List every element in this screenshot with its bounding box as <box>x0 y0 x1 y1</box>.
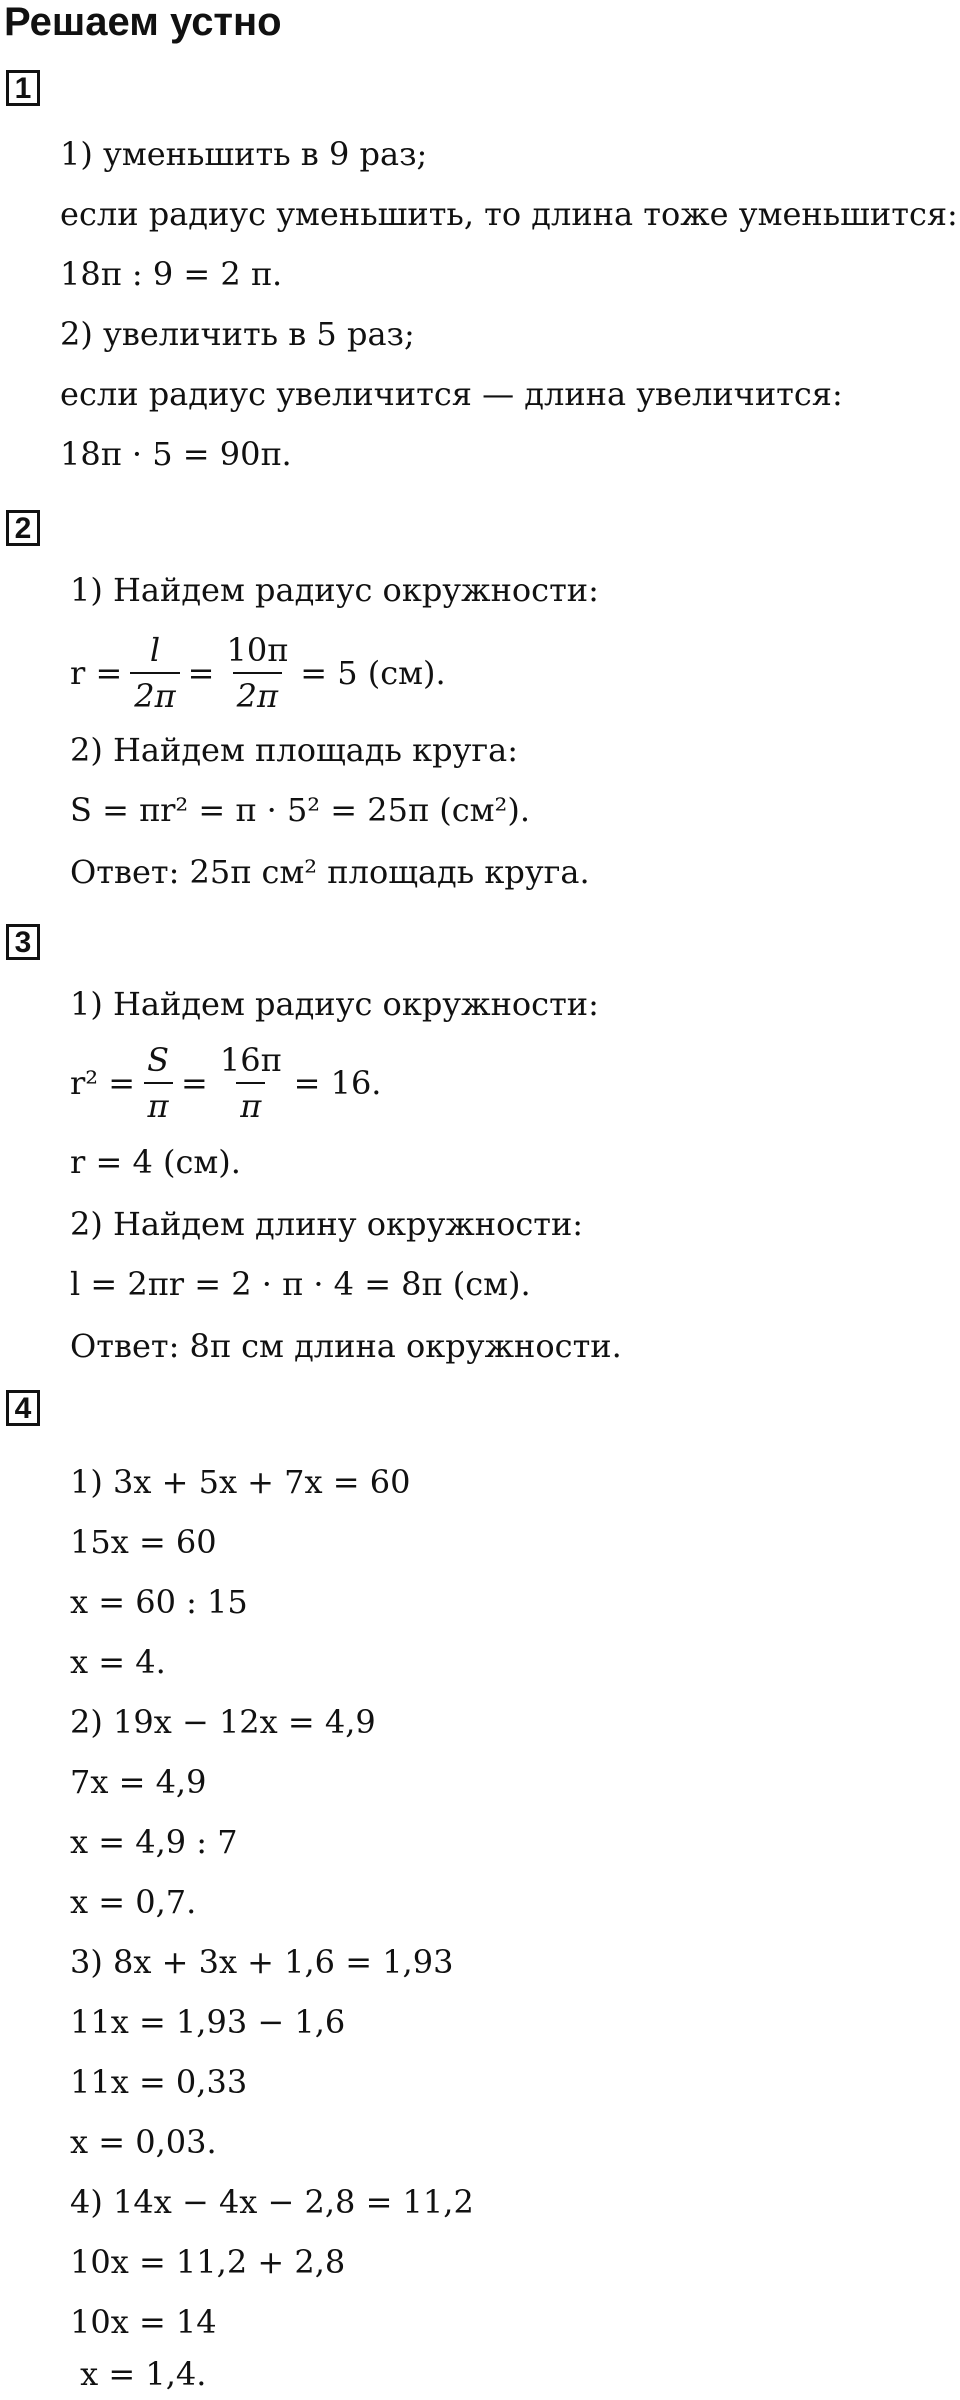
task4-line: x = 60 : 15 <box>70 1583 248 1621</box>
task3-answer: Ответ: 8π см длина окружности. <box>70 1327 622 1365</box>
fraction-denominator: 2π <box>130 672 179 716</box>
task4-line: 7x = 4,9 <box>70 1763 207 1801</box>
task4-line: x = 4. <box>70 1643 166 1681</box>
task1-line: 2) увеличить в 5 раз; <box>60 315 415 353</box>
fraction-numerator: S <box>147 1041 170 1079</box>
formula-lhs: r = <box>70 654 123 692</box>
page-title: Решаем устно <box>4 0 282 44</box>
task4-line: 15x = 60 <box>70 1523 217 1561</box>
task2-answer: Ответ: 25π см² площадь круга. <box>70 853 590 891</box>
fraction-numerator: l <box>149 631 161 669</box>
formula-lhs: r² = <box>70 1064 136 1102</box>
task2-step2: 2) Найдем площадь круга: <box>70 731 519 769</box>
task4-line: 2) 19x − 12x = 4,9 <box>70 1703 376 1741</box>
task1-line: 1) уменьшить в 9 раз; <box>60 135 428 173</box>
task-number-badge: 1 <box>6 70 40 106</box>
fraction <box>143 1040 173 1126</box>
task2-step1: 1) Найдем радиус окружности: <box>70 571 599 609</box>
task4-line: 3) 8x + 3x + 1,6 = 1,93 <box>70 1943 454 1981</box>
task2-radius-formula <box>70 630 446 716</box>
task4-line: 1) 3x + 5x + 7x = 60 <box>70 1463 411 1501</box>
formula-rhs: = 5 (см). <box>300 654 446 692</box>
task3-radius-value: r = 4 (см). <box>70 1143 241 1181</box>
fraction-denominator: π <box>144 1082 173 1126</box>
task1-line: 18π : 9 = 2 π. <box>60 255 283 293</box>
task4-line: 4) 14x − 4x − 2,8 = 11,2 <box>70 2183 474 2221</box>
task4-line: x = 1,4. <box>70 2355 207 2393</box>
equals-sign: = <box>187 654 215 692</box>
task3-length-formula: l = 2πr = 2 · π · 4 = 8π (см). <box>70 1265 531 1303</box>
fraction-numerator: 16π <box>219 1041 282 1079</box>
task4-line: 11x = 0,33 <box>70 2063 248 2101</box>
fraction-denominator: 2π <box>233 672 282 716</box>
task1-line: 18π · 5 = 90π. <box>60 435 292 473</box>
task4-line: x = 0,03. <box>70 2123 217 2161</box>
task-number-badge: 3 <box>6 924 40 960</box>
task4-line: x = 0,7. <box>70 1883 197 1921</box>
fraction-denominator: π <box>236 1082 265 1126</box>
task3-step2: 2) Найдем длину окружности: <box>70 1205 584 1243</box>
fraction-numerator: 10π <box>226 631 289 669</box>
task2-area-formula: S = πr² = π · 5² = 25π (см²). <box>70 791 530 829</box>
task1-line: если радиус уменьшить, то длина тоже уменьшится: <box>60 195 958 233</box>
formula-rhs: = 16. <box>293 1064 382 1102</box>
task4-line: x = 4,9 : 7 <box>70 1823 238 1861</box>
task3-step1: 1) Найдем радиус окружности: <box>70 985 599 1023</box>
fraction <box>130 630 179 716</box>
equals-sign: = <box>181 1064 208 1102</box>
fraction <box>222 630 292 716</box>
fraction <box>216 1040 286 1126</box>
task-number-badge: 2 <box>6 510 40 546</box>
task4-line: 11x = 1,93 − 1,6 <box>70 2003 346 2041</box>
task3-radius-formula <box>70 1040 381 1126</box>
task4-line: 10x = 11,2 + 2,8 <box>70 2243 346 2281</box>
task-number-badge: 4 <box>6 1390 40 1426</box>
task4-line: 10x = 14 <box>70 2303 217 2341</box>
task1-line: если радиус увеличится — длина увеличится: <box>60 375 843 413</box>
